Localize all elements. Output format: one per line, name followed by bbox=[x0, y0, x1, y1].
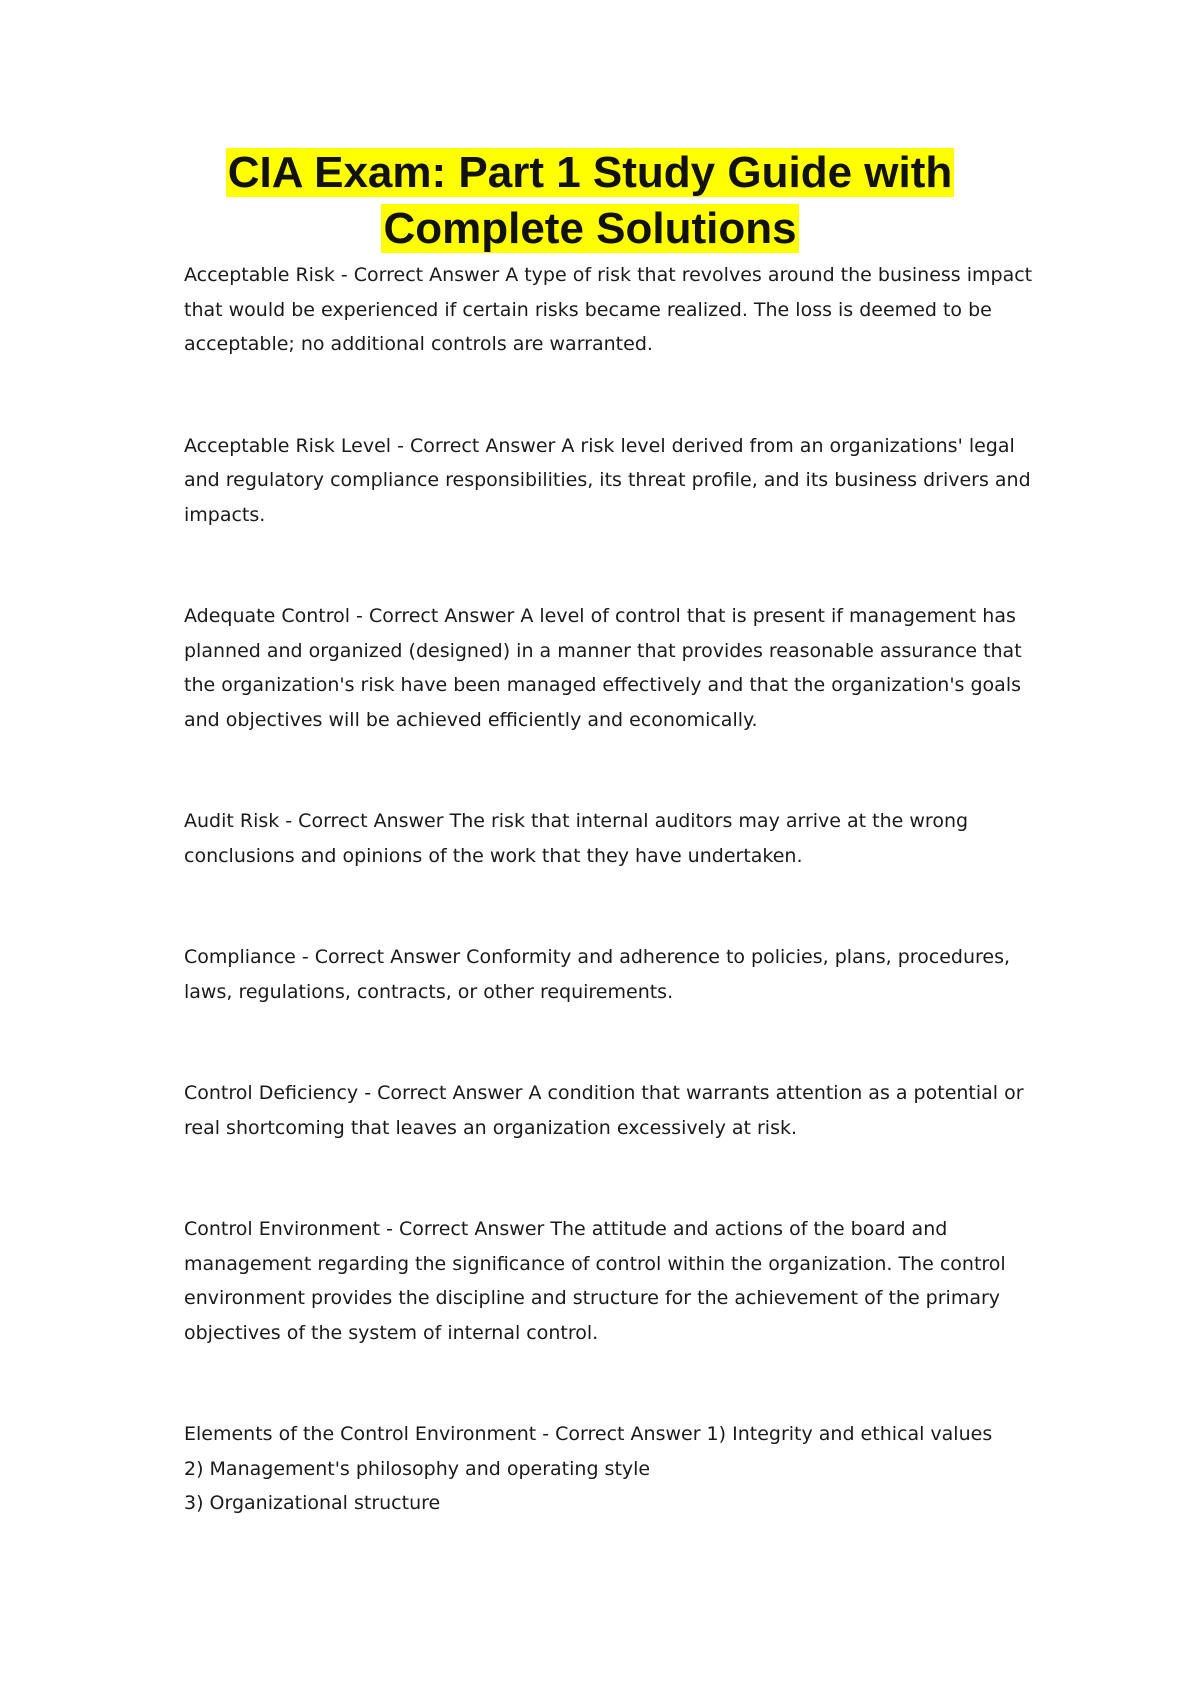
glossary-entry-acceptable-risk bbox=[184, 258, 1034, 362]
entry-text: Adequate Control - Correct Answer A level of control that is present if management has planned and organized (designed) in a manner that provides reasonable assurance that the organization's risk have been managed effectively and that the organization's goals and objectives will be achieved efficiently and economically. bbox=[184, 605, 1022, 731]
glossary-entry-audit-risk bbox=[184, 804, 1034, 873]
glossary-entry-compliance bbox=[184, 940, 1034, 1009]
title-line-2: Complete Solutions bbox=[383, 204, 797, 253]
entry-text: Compliance - Correct Answer Conformity and adherence to policies, plans, procedures, laws, regulations, contracts, or other requirements. bbox=[184, 946, 1011, 1003]
list-item: 3) Organizational structure bbox=[184, 1492, 441, 1514]
glossary-content bbox=[184, 258, 1034, 1588]
glossary-entry-adequate-control bbox=[184, 599, 1034, 737]
glossary-entry-acceptable-risk-level bbox=[184, 429, 1034, 533]
title-line-1: CIA Exam: Part 1 Study Guide with bbox=[227, 148, 953, 197]
glossary-entry-control-deficiency bbox=[184, 1076, 1034, 1145]
entry-text: Control Deficiency - Correct Answer A condition that warrants attention as a potential or real shortcoming that leaves an organization excessively at risk. bbox=[184, 1082, 1024, 1139]
entry-text: Acceptable Risk - Correct Answer A type of risk that revolves around the business impact that would be experienced if certain risks became realized. The loss is deemed to be acceptable; no additional controls are warranted. bbox=[184, 264, 1033, 355]
entry-text: Elements of the Control Environment - Correct Answer 1) Integrity and ethical values bbox=[184, 1423, 993, 1445]
entry-text: Audit Risk - Correct Answer The risk that internal auditors may arrive at the wrong conclusions and opinions of the work that they have undertaken. bbox=[184, 810, 969, 867]
list-item: 2) Management's philosophy and operating style bbox=[184, 1457, 651, 1480]
document-title bbox=[150, 145, 1030, 257]
glossary-entry-control-environment bbox=[184, 1212, 1034, 1350]
entry-text: Acceptable Risk Level - Correct Answer A risk level derived from an organizations' legal and regulatory compliance responsibilities, its threat profile, and its business drivers and impacts. bbox=[184, 434, 1031, 526]
glossary-entry-elements-of-control-environment bbox=[184, 1417, 1034, 1521]
entry-text: Control Environment - Correct Answer The attitude and actions of the board and management regarding the significance of control within the organization. The control environment provides the discipline and structure for the achievement of the primary objectives of the system of internal control. bbox=[184, 1218, 1006, 1344]
